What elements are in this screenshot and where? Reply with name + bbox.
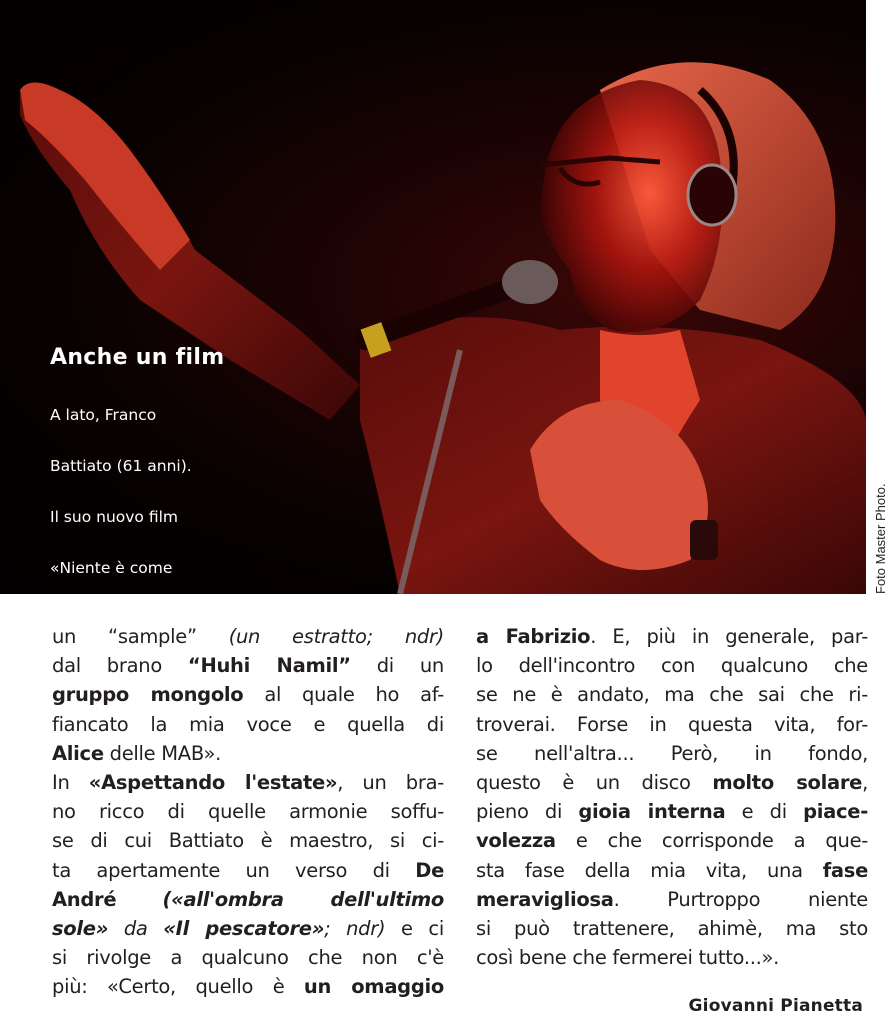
text-segment: e di [725,800,804,824]
bold-text: meravigliosa [476,887,614,911]
bold-text: un omaggio [303,975,444,999]
text-segment: , un bra- [337,771,444,795]
text-line [52,680,444,709]
bold-text: molto solare [712,771,863,795]
caption-title: Anche un film [50,345,225,370]
text-segment: più: «Certo, quello è [52,975,304,999]
text-segment: se di cui Battiato è maestro, si ci- [52,829,444,853]
text-line [476,710,868,739]
bold-text: “Huhi Namil” [187,654,351,678]
text-line [476,797,868,826]
caption-line: Battiato (61 anni). [50,456,192,475]
text-line [476,739,868,768]
text-line [52,768,444,797]
bold-text: a Fabrizio [476,625,591,648]
text-segment: e che corrisponde a que- [555,829,868,853]
italic-text: ; ndr) [324,917,386,941]
text-line [52,622,444,651]
bold-text: gruppo mongolo [52,683,244,707]
text-segment: di un [350,654,444,678]
text-segment: si può trattenere, ahimè, ma sto [476,917,868,941]
bold-text: De [415,858,444,882]
bold-text: «Il pescatore» [163,917,325,941]
text-segment: così bene che fermerei tutto...». [476,946,780,970]
bold-text: («all'ombra dell'ultimo [162,887,445,911]
text-segment [116,888,162,911]
author-signature: Giovanni Pianetta [688,996,863,1016]
caption-line: A lato, Franco [50,405,157,424]
text-segment: lo dell'incontro con qualcuno che [476,654,868,678]
bold-text: volezza [476,829,556,853]
article-column-left [52,622,444,1002]
text-segment: al quale ho af- [243,683,444,707]
bold-text: «Aspettando l'estate» [88,771,338,795]
text-segment: pieno di [476,800,579,824]
text-segment: e ci [385,917,444,941]
bold-text: Alice [52,741,104,765]
caption-text [50,377,290,594]
text-line [52,943,444,972]
caption-line: Il suo nuovo film [50,507,178,526]
bold-text: fase [822,858,868,882]
text-segment: . Purtroppo niente [613,887,868,911]
text-line [52,826,444,855]
bold-text: piace- [803,800,869,824]
bold-text: André [52,887,117,911]
text-segment: se ne è andato, ma che sai che ri- [476,683,868,707]
text-line [52,710,444,739]
italic-text: da [108,917,164,941]
bold-text: sole» [52,917,109,941]
text-line [476,826,868,855]
photo-credit: Foto Master Photo. [873,483,888,594]
text-line [476,856,868,885]
text-line [52,856,444,885]
text-line [476,651,868,680]
caption-line: «Niente è come [50,558,173,577]
text-line [476,885,868,914]
microphone-head [502,260,558,304]
wristwatch [690,520,718,560]
text-segment: troverai. Forse in questa vita, for- [476,712,868,736]
bold-text: gioia interna [578,800,726,824]
text-segment: si rivolge a qualcuno che non c'è [52,946,444,970]
text-line [476,768,868,797]
text-line [52,914,444,943]
article-column-right [476,622,868,972]
text-segment: se nell'altra... Però, in fondo, [476,741,868,765]
text-line [476,943,868,972]
text-line [52,739,444,768]
text-line [52,797,444,826]
text-segment: no ricco di quelle armonie soffu- [52,800,444,824]
text-segment: fiancato la mia voce e quella di [52,712,444,736]
photo-caption [50,343,290,594]
text-line [476,622,868,651]
text-segment: In [52,771,89,795]
text-segment: questo è un disco [476,771,713,795]
text-segment: , [862,771,868,795]
text-line [476,680,868,709]
text-segment: dal brano [52,654,188,678]
text-line [476,914,868,943]
text-line [52,972,444,1001]
text-segment: delle MAB». [103,741,222,765]
text-segment: un “sample” [52,625,229,648]
headphone-ear [688,165,736,225]
text-segment: sta fase della mia vita, una [476,858,823,882]
italic-text: (un estratto; ndr) [228,625,444,648]
text-line [52,885,444,914]
text-segment: ta apertamente un verso di [52,858,416,882]
text-segment: . E, più in generale, par- [590,625,868,648]
text-line [52,651,444,680]
